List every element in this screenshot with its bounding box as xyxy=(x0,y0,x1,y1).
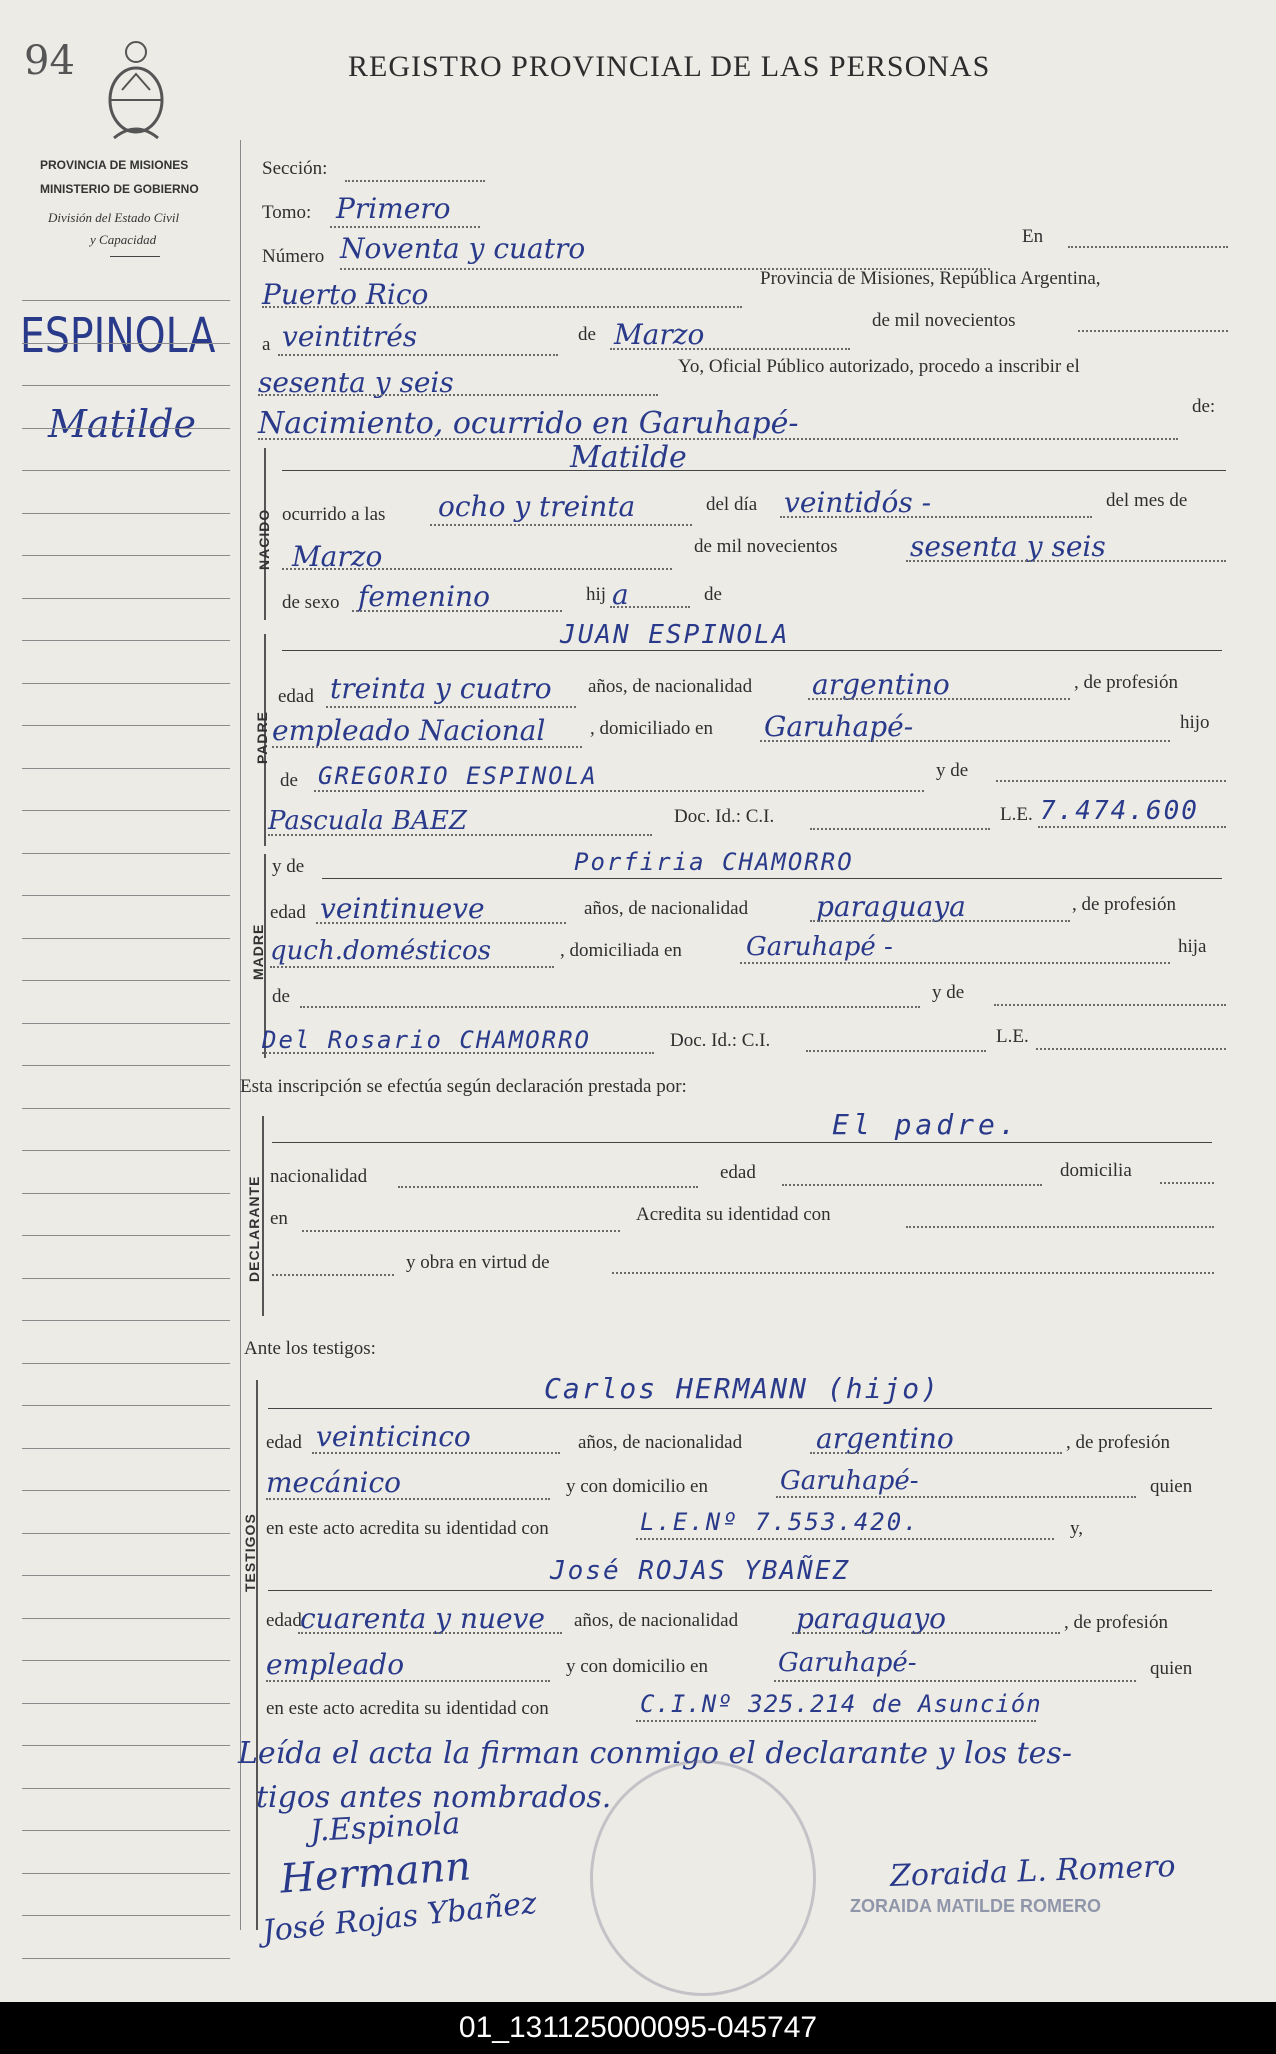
label-de-sexo: de sexo xyxy=(282,592,340,613)
value-testigo2-nacionalidad: paraguayo xyxy=(796,1602,947,1635)
label-testigo1-quien: quien xyxy=(1150,1476,1193,1497)
value-acto: Nacimiento, ocurrido en Garuhapé- xyxy=(258,406,799,441)
label-ocurrido: ocurrido a las xyxy=(282,504,386,525)
margin-rule xyxy=(22,1193,230,1194)
label-declarante-y-obra: y obra en virtud de xyxy=(406,1252,550,1273)
margin-rule xyxy=(22,1448,230,1449)
margin-rule xyxy=(22,810,230,811)
value-padre-domicilio: Garuhapé- xyxy=(764,710,914,743)
label-a: a xyxy=(262,334,271,355)
label-testigo2-domicilio: y con domicilio en xyxy=(566,1656,708,1677)
value-testigo2-nombre: José ROJAS YBAÑEZ xyxy=(550,1556,851,1586)
label-hij: hij xyxy=(586,584,607,605)
margin-rule xyxy=(22,1958,230,1959)
label-inscripcion: Esta inscripción se efectúa según declaración prestada por: xyxy=(240,1076,687,1097)
label-testigo2-nacionalidad: años, de nacionalidad xyxy=(574,1610,739,1631)
label-madre-domicilio: , domiciliada en xyxy=(560,940,682,961)
official-stamp: ZORAIDA MATILDE ROMERO xyxy=(850,1896,1101,1916)
margin-rule xyxy=(22,1830,230,1831)
value-madre-domicilio: Garuhapé - xyxy=(746,932,893,962)
margin-given-name: Matilde xyxy=(48,402,196,446)
value-dia: veintidós - xyxy=(784,486,932,519)
margin-rule xyxy=(22,853,230,854)
label-madre-profesion: , de profesión xyxy=(1072,894,1176,915)
value-padre-padre: GREGORIO ESPINOLA xyxy=(318,762,598,790)
closing-line-1: Leída el acta la firman conmigo el declarante y los tes- xyxy=(238,1736,1072,1771)
label-yo-oficial: Yo, Oficial Público autorizado, procedo a inscribir el xyxy=(678,356,1080,377)
margin-rule xyxy=(22,1915,230,1916)
label-testigo2-acredita: en este acto acredita su identidad con xyxy=(266,1698,549,1719)
margin-rule xyxy=(22,1873,230,1874)
margin-rule xyxy=(22,1703,230,1704)
label-tomo: Tomo: xyxy=(262,202,312,223)
label-del-dia: del día xyxy=(706,494,758,515)
label-provincia: Provincia de Misiones, República Argentina, xyxy=(760,268,1101,289)
margin-rule xyxy=(22,1788,230,1789)
signature-oficial: Zoraida L. Romero xyxy=(889,1849,1177,1894)
coat-of-arms-icon xyxy=(100,30,172,150)
margin-surname: ESPINOLA xyxy=(20,308,216,364)
value-sexo: femenino xyxy=(358,580,490,613)
label-madre-le: L.E. xyxy=(996,1026,1029,1047)
label-padre-edad: edad xyxy=(278,686,314,707)
label-testigo1-domicilio: y con domicilio en xyxy=(566,1476,708,1497)
label-testigo1-nacionalidad: años, de nacionalidad xyxy=(578,1432,743,1453)
folio-number: 94 xyxy=(24,38,75,84)
section-label-padre: PADRE xyxy=(254,711,270,764)
value-padre-nombre: JUAN ESPINOLA xyxy=(560,620,790,650)
value-testigo1-nombre: Carlos HERMANN (hijo) xyxy=(544,1372,941,1405)
margin-rule xyxy=(22,683,230,684)
label-de-2: de xyxy=(704,584,722,605)
label-testigo1-y: y, xyxy=(1070,1518,1084,1539)
value-padre-nacionalidad: argentino xyxy=(812,668,950,701)
label-padre-de: de xyxy=(280,770,298,791)
label-padre-hijo: hijo xyxy=(1180,712,1210,733)
label-testigo2-quien: quien xyxy=(1150,1658,1193,1679)
margin-rule xyxy=(22,1023,230,1024)
issuer-division: División del Estado Civil xyxy=(48,210,180,225)
section-label-madre: MADRE xyxy=(250,923,266,980)
value-padre-madre: Pascuala BAEZ xyxy=(268,806,467,836)
value-hij-suffix: a xyxy=(612,578,629,611)
margin-rule xyxy=(22,1575,230,1576)
margin-rule xyxy=(22,768,230,769)
scan-identifier: 01_131125000095-045747 xyxy=(0,2002,1276,2054)
label-testigo2-edad: edad xyxy=(266,1610,302,1631)
margin-rule xyxy=(22,1490,230,1491)
value-dia-inscripcion: veintitrés xyxy=(282,320,418,353)
section-label-nacido: NACIDO xyxy=(256,508,272,570)
label-testigo1-edad: edad xyxy=(266,1432,302,1453)
margin-rule xyxy=(22,385,230,386)
value-madre-profesion: quch.domésticos xyxy=(270,936,491,966)
value-testigo1-profesion: mecánico xyxy=(266,1466,402,1499)
margin-rule xyxy=(22,1065,230,1066)
margin-rule xyxy=(22,428,230,429)
label-declarante-nacionalidad: nacionalidad xyxy=(270,1166,368,1187)
value-testigo2-edad: cuarenta y nueve xyxy=(300,1602,545,1635)
label-testigo1-profesion: , de profesión xyxy=(1066,1432,1170,1453)
label-padre-profesion: , de profesión xyxy=(1074,672,1178,693)
label-testigo1-acredita: en este acto acredita su identidad con xyxy=(266,1518,549,1539)
margin-rule xyxy=(22,343,230,344)
margin-rule xyxy=(22,895,230,896)
margin-rule xyxy=(22,1533,230,1534)
value-testigo1-domicilio: Garuhapé- xyxy=(780,1466,919,1496)
value-testigo1-edad: veinticinco xyxy=(316,1420,471,1453)
value-nombre: Matilde xyxy=(570,440,687,475)
value-padre-profesion: empleado Nacional xyxy=(272,714,546,747)
value-testigo1-nacionalidad: argentino xyxy=(816,1422,954,1455)
margin-rule xyxy=(22,1150,230,1151)
label-madre-edad: edad xyxy=(270,902,306,923)
margin-rule xyxy=(22,725,230,726)
value-testigo2-domicilio: Garuhapé- xyxy=(778,1648,917,1678)
label-padre-y-de: y de xyxy=(936,760,969,781)
label-madre-y-de-2: y de xyxy=(932,982,965,1003)
value-testigo2-identidad: C.I.Nº 325.214 de Asunción xyxy=(640,1690,1042,1718)
margin-rule xyxy=(22,513,230,514)
label-de-mil-novecientos-2: de mil novecientos xyxy=(694,536,838,557)
value-testigo1-identidad: L.E.Nº 7.553.420. xyxy=(640,1508,920,1536)
label-madre-nacionalidad: años, de nacionalidad xyxy=(584,898,749,919)
value-testigo2-profesion: empleado xyxy=(266,1648,405,1681)
signature-testigo2: José Rojas Ybañez xyxy=(260,1885,539,1950)
margin-rule xyxy=(22,1660,230,1661)
margin-rule xyxy=(22,1618,230,1619)
label-numero: Número xyxy=(262,246,325,267)
label-declarante-acredita: Acredita su identidad con xyxy=(636,1204,831,1225)
label-padre-doc: Doc. Id.: C.I. xyxy=(674,806,775,827)
signature-testigo1: Hermann xyxy=(278,1843,473,1903)
margin-rule xyxy=(22,640,230,641)
margin-rule xyxy=(22,470,230,471)
value-mes-inscripcion: Marzo xyxy=(614,318,705,351)
margin-rule xyxy=(22,1363,230,1364)
value-anio-inscripcion: sesenta y seis xyxy=(258,366,454,399)
label-padre-domicilio: , domiciliado en xyxy=(590,718,713,739)
value-lugar: Puerto Rico xyxy=(262,278,429,311)
margin-rule xyxy=(22,1745,230,1746)
value-numero: Noventa y cuatro xyxy=(340,232,586,265)
label-padre-le: L.E. xyxy=(1000,804,1033,825)
closing-line-2: tigos antes nombrados. xyxy=(256,1780,612,1815)
value-mes: Marzo xyxy=(292,540,383,573)
value-declarante: El padre. xyxy=(832,1108,1020,1141)
value-tomo: Primero xyxy=(336,192,451,225)
label-de-colon: de: xyxy=(1192,396,1216,417)
value-madre-edad: veintinueve xyxy=(320,892,485,925)
label-de: de xyxy=(578,324,596,345)
label-seccion: Sección: xyxy=(262,158,328,179)
margin-rule xyxy=(22,555,230,556)
label-declarante-edad: edad xyxy=(720,1162,756,1183)
margin-rule xyxy=(22,1278,230,1279)
margin-rule xyxy=(22,598,230,599)
margin-rule xyxy=(22,1405,230,1406)
section-label-declarante: DECLARANTE xyxy=(246,1175,262,1282)
value-madre-nacionalidad: paraguaya xyxy=(816,890,966,923)
value-anio: sesenta y seis xyxy=(910,530,1106,563)
section-label-testigos: TESTIGOS xyxy=(242,1513,258,1592)
label-madre-hija: hija xyxy=(1178,936,1207,957)
value-madre-madre: Del Rosario CHAMORRO xyxy=(262,1026,591,1054)
margin-rule xyxy=(22,1235,230,1236)
label-testigo2-profesion: , de profesión xyxy=(1064,1612,1168,1633)
label-declarante-en: en xyxy=(270,1208,288,1229)
signature-declarante: J.Espinola xyxy=(309,1806,462,1849)
value-padre-le: 7.474.600 xyxy=(1040,796,1199,826)
official-seal xyxy=(590,1760,816,1996)
margin-rule xyxy=(22,1108,230,1109)
label-del-mes: del mes de xyxy=(1106,490,1188,511)
label-madre-doc: Doc. Id.: C.I. xyxy=(670,1030,771,1051)
margin-rule xyxy=(22,1320,230,1321)
margin-rule xyxy=(22,300,230,301)
document-title: REGISTRO PROVINCIAL DE LAS PERSONAS xyxy=(348,50,991,83)
value-hora: ocho y treinta xyxy=(438,490,636,523)
value-padre-edad: treinta y cuatro xyxy=(330,672,552,705)
label-ante-testigos: Ante los testigos: xyxy=(244,1338,376,1359)
label-madre-de: de xyxy=(272,986,290,1007)
label-de-mil-novecientos: de mil novecientos xyxy=(872,310,1016,331)
label-padre-nacionalidad: años, de nacionalidad xyxy=(588,676,753,697)
margin-rule xyxy=(22,980,230,981)
issuer-province: PROVINCIA DE MISIONES xyxy=(40,158,189,172)
label-madre-y-de: y de xyxy=(272,856,305,877)
label-declarante-domicilia: domicilia xyxy=(1060,1160,1132,1181)
label-en: En xyxy=(1022,226,1044,247)
value-madre-nombre: Porfiria CHAMORRO xyxy=(574,848,854,876)
issuer-ministry: MINISTERIO DE GOBIERNO xyxy=(40,182,199,196)
issuer-capacity: y Capacidad xyxy=(90,232,157,247)
margin-rule xyxy=(22,938,230,939)
